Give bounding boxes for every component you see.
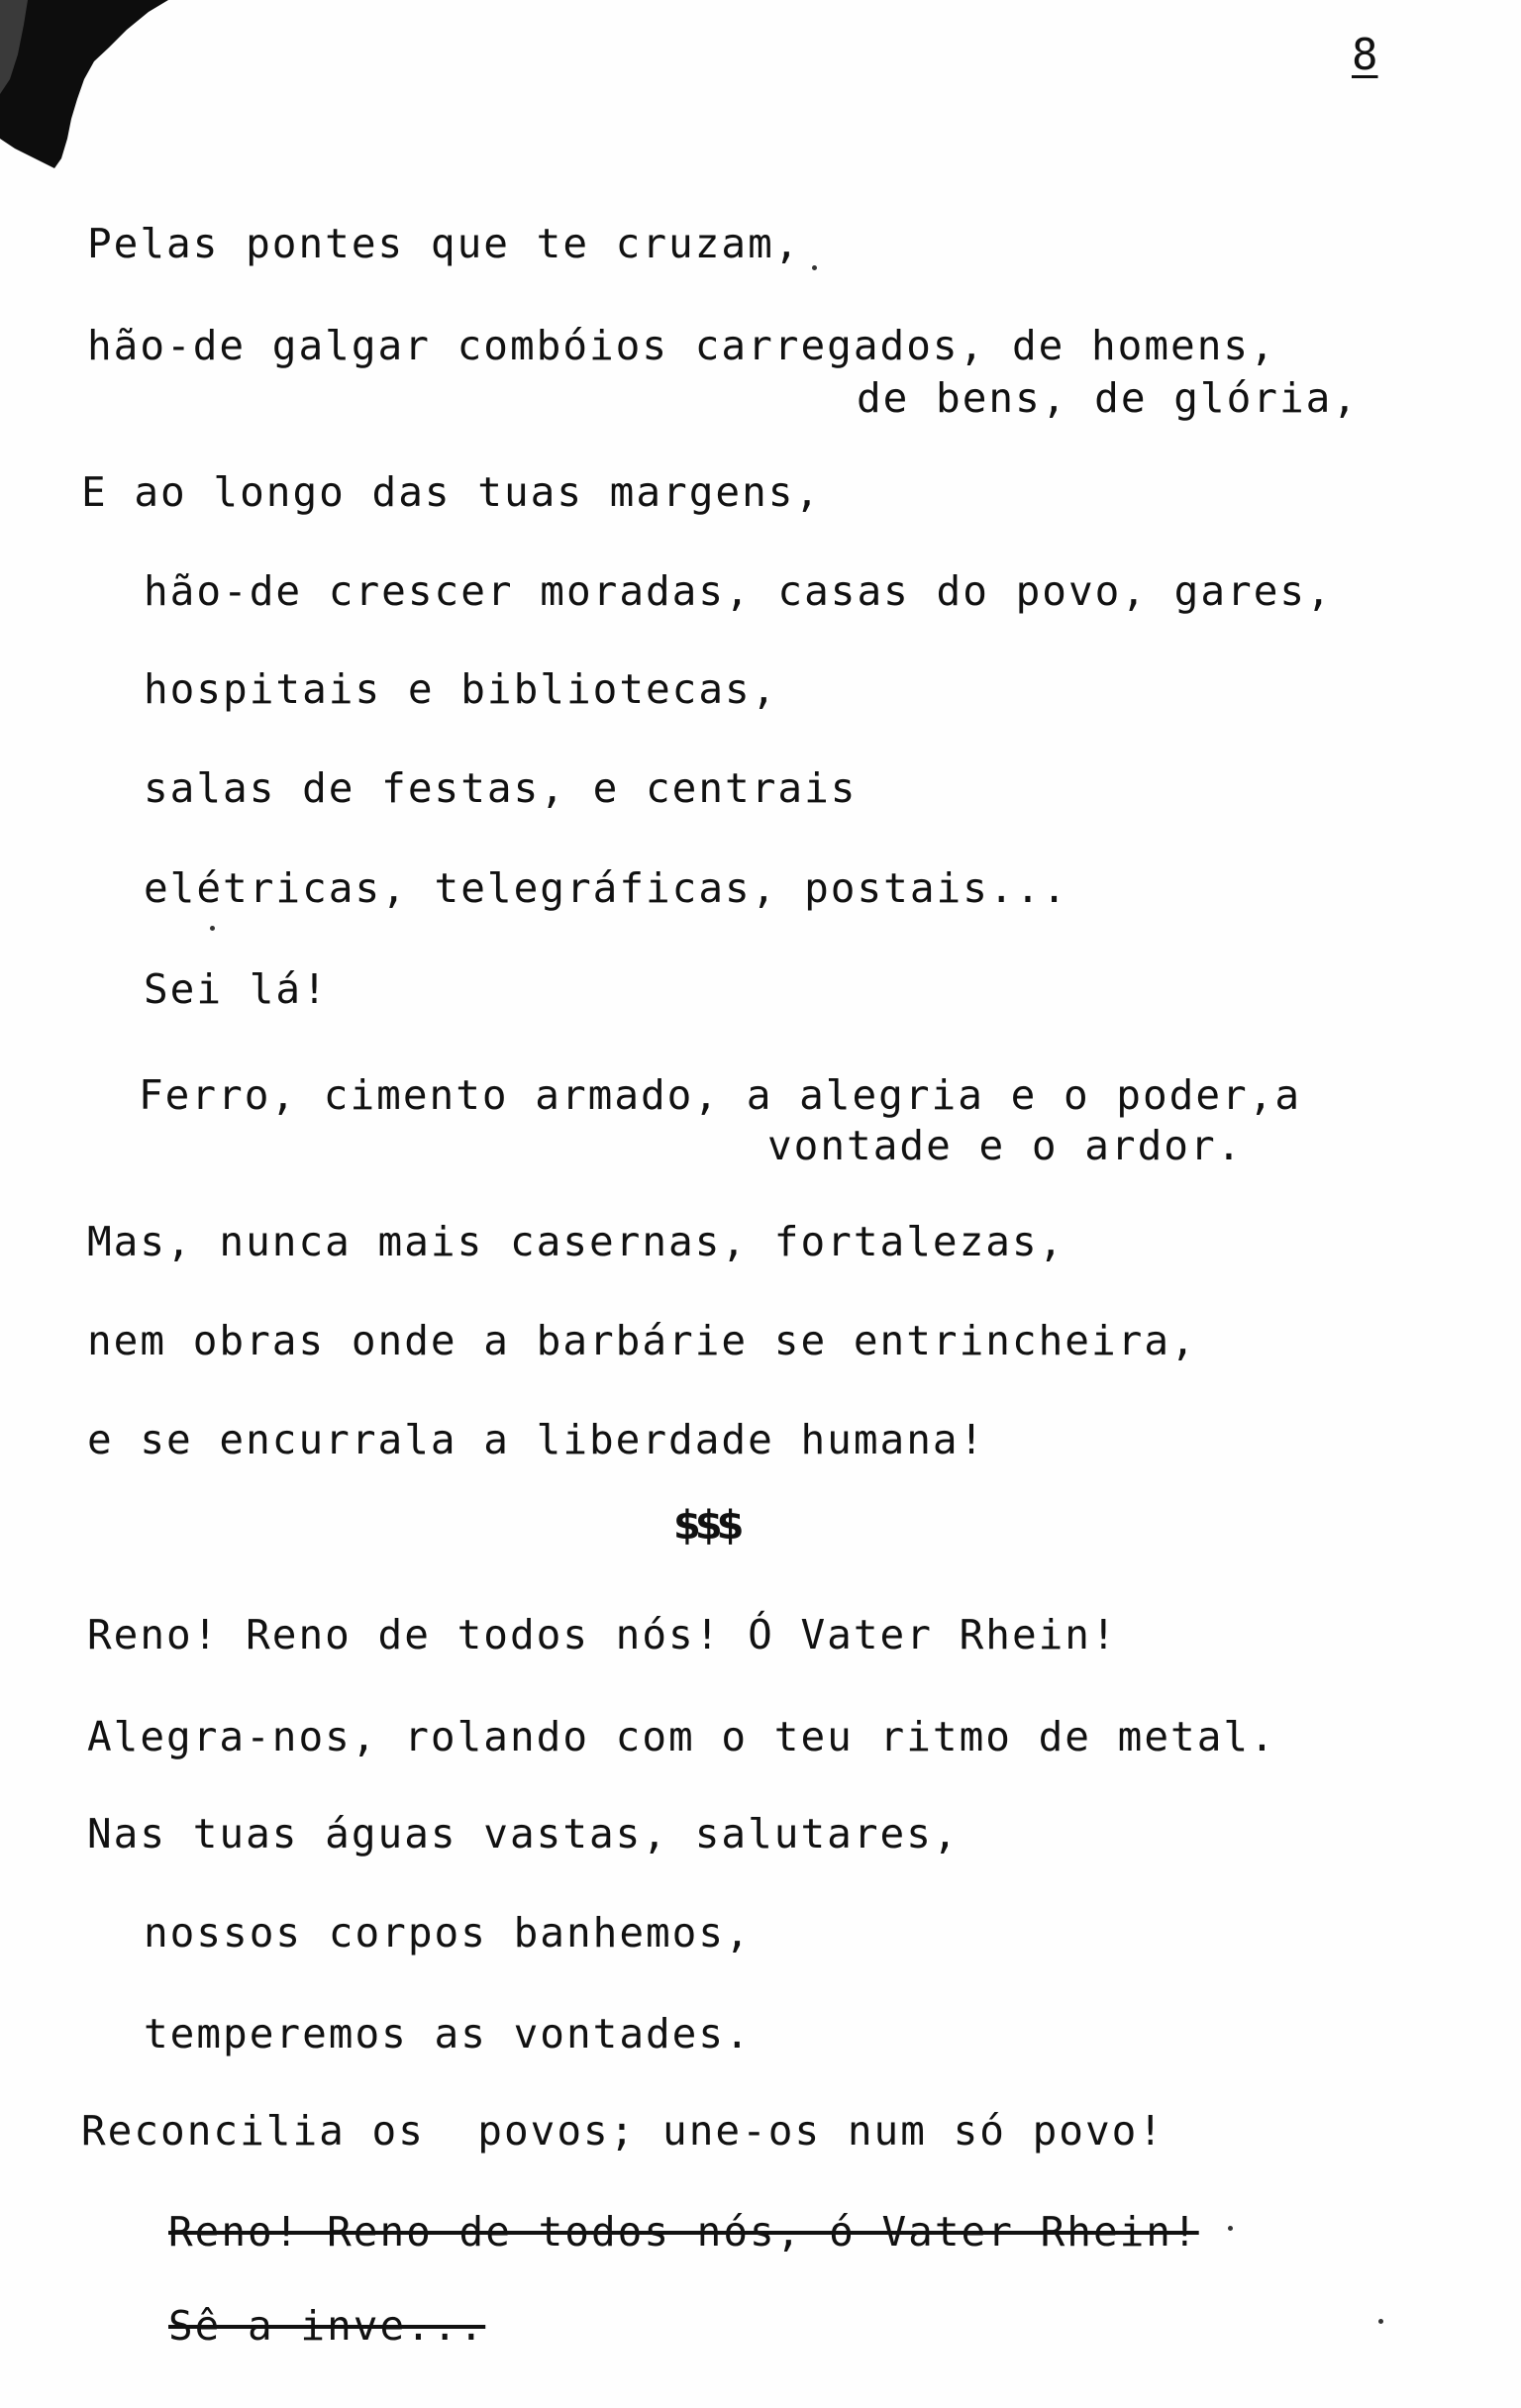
poem-line: Sei lá! xyxy=(144,965,329,1013)
poem-line: elétricas, telegráficas, postais... xyxy=(144,864,1068,912)
ink-speck xyxy=(210,926,215,931)
poem-line: Mas, nunca mais casernas, fortalezas, xyxy=(87,1218,1065,1265)
poem-line: vontade e o ardor. xyxy=(767,1122,1244,1169)
section-separator: $$$ xyxy=(673,1503,739,1549)
poem-line: hão-de galgar combóios carregados, de homens, xyxy=(87,322,1276,369)
poem-line: salas de festas, e centrais xyxy=(144,764,858,812)
poem-line: Pelas pontes que te cruzam, xyxy=(87,220,801,267)
poem-line: nem obras onde a barbárie se entrincheira, xyxy=(87,1317,1197,1364)
struck-poem-line: Reno! Reno de todos nós, ó Vater Rhein! xyxy=(168,2208,1199,2256)
poem-line: e se encurrala a liberdade humana! xyxy=(87,1416,986,1463)
poem-line: E ao longo das tuas margens, xyxy=(81,468,822,516)
ink-speck xyxy=(1378,2319,1383,2324)
ink-speck xyxy=(1228,2226,1233,2231)
page-number: 8 xyxy=(1352,30,1378,80)
poem-line: Nas tuas águas vastas, salutares, xyxy=(87,1810,960,1857)
ink-stain xyxy=(0,0,168,173)
poem-line: nossos corpos banhemos, xyxy=(144,1909,752,1956)
poem-line: Reno! Reno de todos nós! Ó Vater Rhein! xyxy=(87,1611,1118,1658)
poem-line: Reconcilia os povos; une-os num só povo! xyxy=(81,2107,1166,2155)
poem-line: hospitais e bibliotecas, xyxy=(144,665,778,713)
poem-line: hão-de crescer moradas, casas do povo, gares, xyxy=(144,567,1333,615)
poem-line: temperemos as vontades. xyxy=(144,2010,752,2057)
poem-line: Alegra-nos, rolando com o teu ritmo de metal. xyxy=(87,1713,1276,1760)
ink-speck xyxy=(812,265,817,270)
struck-poem-line: Sê a inve... xyxy=(168,2302,486,2350)
poem-line: Ferro, cimento armado, a alegria e o poder,a xyxy=(139,1071,1302,1119)
poem-line: de bens, de glória, xyxy=(857,374,1359,422)
